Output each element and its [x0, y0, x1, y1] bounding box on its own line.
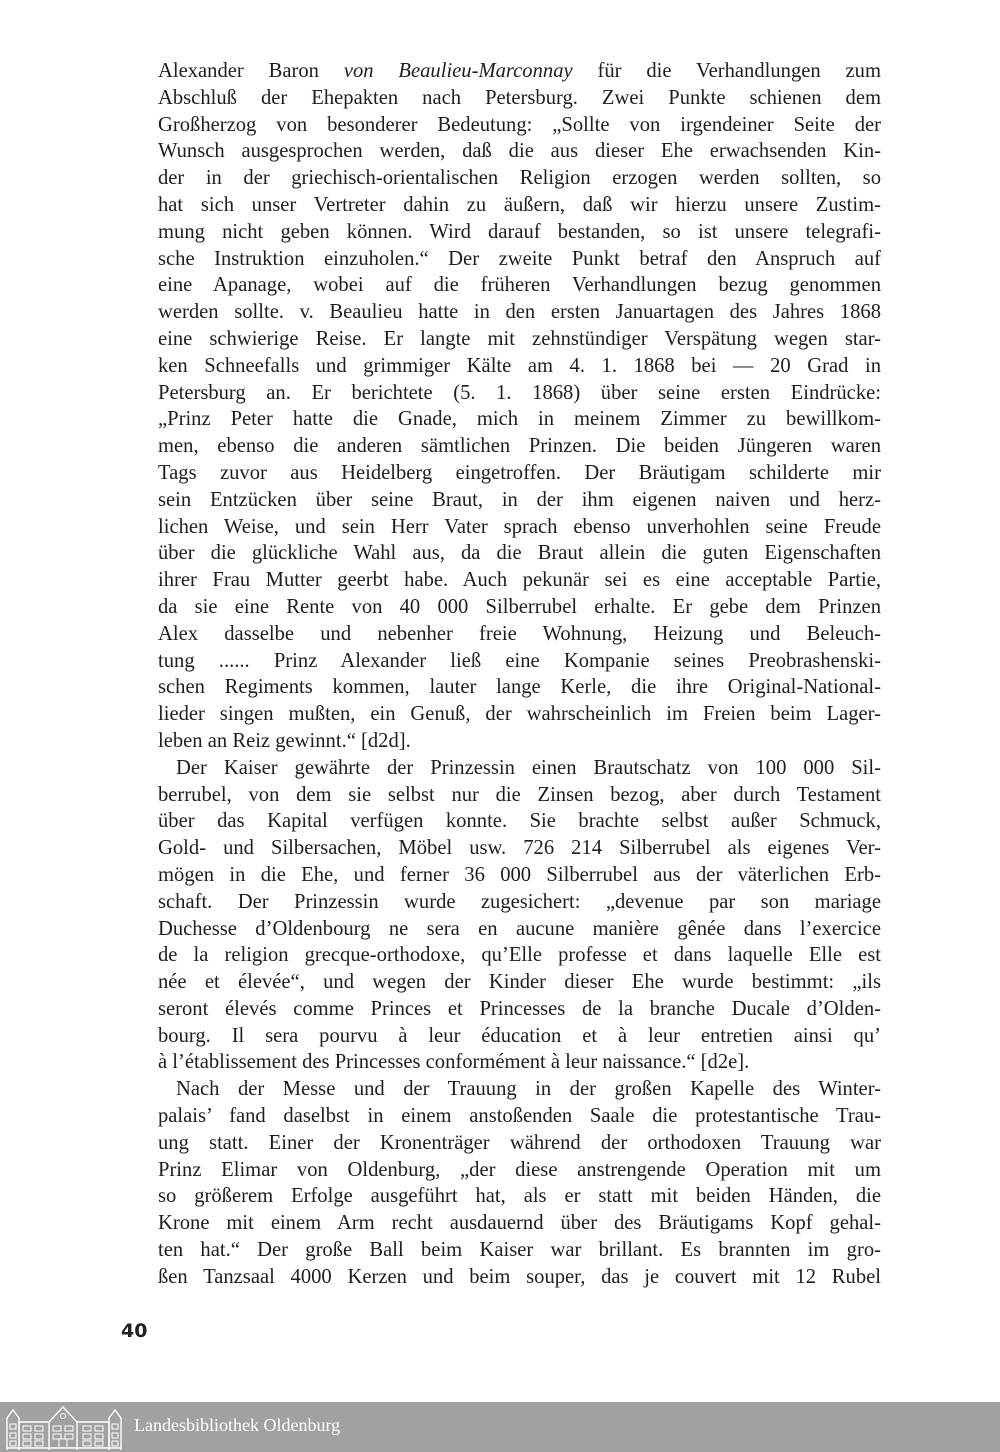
text-line: schen Regiments kommen, lauter lange Kerle, die ihre Original-National- [158, 676, 881, 699]
text-line: ten hat.“ Der große Ball beim Kaiser war brillant. Es brannten im gro- [158, 1239, 881, 1262]
text-line: so größerem Erfolge ausgeführt hat, als er statt mit beiden Händen, die [158, 1185, 881, 1208]
text-line: Gold- und Silbersachen, Möbel usw. 726 214 Silberrubel als eigenes Ver- [158, 837, 881, 860]
text-line: leben an Reiz gewinnt.“ [d2d]. [158, 729, 411, 752]
text-line: Großherzog von besonderer Bedeutung: „Sollte von irgendeiner Seite der [158, 113, 881, 136]
text-segment: für die Verhandlungen zum [572, 60, 881, 82]
text-line: palais’ fand daselbst in einem anstoßenden Saale die protestantische Trau- [158, 1105, 881, 1128]
text-line: Duchesse d’Oldenbourg ne sera en aucune manière gênée dans l’exercice [158, 917, 881, 940]
text-line: der in der griechisch-orientalischen Religion erzogen werden sollten, so [158, 167, 881, 190]
text-line: sein Entzücken über seine Braut, in der ihm eigenen naiven und herz- [158, 488, 881, 511]
text-line: Nach der Messe und der Trauung in der großen Kapelle des Winter- [176, 1078, 881, 1101]
text-line: de la religion grecque-orthodoxe, qu’Elle professe et dans laquelle Elle est [158, 944, 881, 967]
text-line: eine Apanage, wobei auf die früheren Verhandlungen bezug genommen [158, 274, 881, 297]
text-line: tung ...... Prinz Alexander ließ eine Kompanie seines Preobrashenski- [158, 649, 881, 672]
text-segment: Alexander Baron [158, 60, 344, 82]
text-line: Tags zuvor aus Heidelberg eingetroffen. Der Bräutigam schilderte mir [158, 461, 881, 484]
text-line: berrubel, von dem sie selbst nur die Zinsen bezog, aber durch Testament [158, 783, 881, 806]
text-line: eine schwierige Reise. Er langte mit zehnstündiger Verspätung wegen star- [158, 327, 881, 350]
text-line: schaft. Der Prinzessin wurde zugesichert: „devenue par son mariage [158, 890, 881, 913]
library-building-logo-icon [5, 1404, 123, 1450]
text-line: seront élevés comme Princes et Princesses de la branche Ducale d’Olden- [158, 997, 881, 1020]
text-line: ihrer Frau Mutter geerbt habe. Auch pekunär sei es eine acceptable Partie, [158, 569, 881, 592]
text-line: Krone mit einem Arm recht ausdauernd über des Bräutigams Kopf gehal- [158, 1212, 881, 1235]
text-line: da sie eine Rente von 40 000 Silberrubel erhalte. Er gebe dem Prinzen [158, 595, 881, 618]
text-line: lichen Weise, und sein Herr Vater sprach ebenso unverhohlen seine Freude [158, 515, 881, 538]
text-line: mögen in die Ehe, und ferner 36 000 Silberrubel aus der väterlichen Erb- [158, 863, 881, 886]
text-line: lieder singen mußten, ein Genuß, der wahrscheinlich im Freien beim Lager- [158, 703, 881, 726]
text-line: „Prinz Peter hatte die Gnade, mich in meinem Zimmer zu bewillkom- [158, 408, 881, 431]
text-line: über das Kapital verfügen konnte. Sie brachte selbst außer Schmuck, [158, 810, 881, 833]
text-line: ung statt. Einer der Kronenträger während der orthodoxen Trauung war [158, 1131, 881, 1154]
text-line: Wunsch ausgesprochen werden, daß die aus dieser Ehe erwachsenden Kin- [158, 140, 881, 163]
body-text [158, 58, 881, 1291]
text-line [158, 58, 881, 85]
text-line: über die glückliche Wahl aus, da die Braut allein die guten Eigenschaften [158, 542, 881, 565]
text-line: ken Schneefalls und grimmiger Kälte am 4. 1. 1868 bei — 20 Grad in [158, 354, 881, 377]
footer-bar [0, 1402, 1000, 1452]
text-line: werden sollte. v. Beaulieu hatte in den ersten Januartagen des Jahres 1868 [158, 301, 881, 324]
text-line: à l’établissement des Princesses conformément à leur naissance.“ [d2e]. [158, 1051, 750, 1074]
text-line: ßen Tanzsaal 4000 Kerzen und beim souper, das je couvert mit 12 Rubel [158, 1265, 881, 1288]
text-line: Abschluß der Ehepakten nach Petersburg. Zwei Punkte schienen dem [158, 86, 881, 109]
page-number: 40 [121, 1320, 148, 1342]
text-line: men, ebenso die anderen sämtlichen Prinzen. Die beiden Jüngeren waren [158, 435, 881, 458]
text-line: mung nicht geben können. Wird darauf bestanden, so ist unsere telegrafi- [158, 220, 881, 243]
text-line: Petersburg an. Er berichtete (5. 1. 1868) über seine ersten Eindrücke: [158, 381, 881, 404]
text-line: Der Kaiser gewährte der Prinzessin einen Brautschatz von 100 000 Sil- [176, 756, 881, 779]
library-name: Landesbibliothek Oldenburg [134, 1415, 341, 1435]
text-line: sche Instruktion einzuholen.“ Der zweite Punkt betraf den Anspruch auf [158, 247, 881, 270]
text-line: Alex dasselbe und nebenher freie Wohnung, Heizung und Beleuch- [158, 622, 881, 645]
text-line: née et élevée“, und wegen der Kinder dieser Ehe wurde bestimmt: „ils [158, 971, 881, 994]
italic-name: von Beaulieu-Marconnay [343, 60, 573, 82]
text-line: hat sich unser Vertreter dahin zu äußern, daß wir hierzu unsere Zustim- [158, 193, 881, 216]
text-line: Prinz Elimar von Oldenburg, „der diese anstrengende Operation mit um [158, 1158, 881, 1181]
text-line: bourg. Il sera pourvu à leur éducation et à leur entretien ainsi qu’ [158, 1024, 881, 1047]
